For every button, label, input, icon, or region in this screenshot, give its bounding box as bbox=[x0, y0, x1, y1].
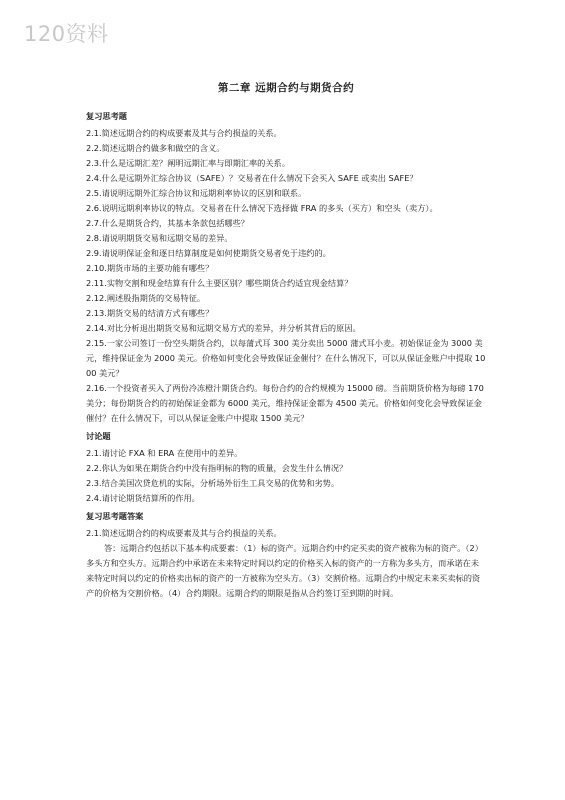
review-item: 2.5.请说明远期外汇综合协议和远期利率协议的区别和联系。 bbox=[86, 188, 307, 198]
review-item: 2.7.什么是期货合约，其基本条款包括哪些？ bbox=[86, 218, 249, 228]
review-item: 2.8.请说明期货交易和远期交易的差异。 bbox=[86, 233, 233, 243]
discussion-list bbox=[86, 446, 486, 506]
review-item: 2.16.一个投资者买入了两份冷冻橙汁期货合约。每份合约的合约规模为 15000 磅。当前期货价格为每磅 170 美分；每份期货合约的初始保证金都为 6000 美元，维持保证金都为 4500 美元。价格如何变化会导致保证金催付？在什么情况下，可以从保证金账户中提取 1500 美元？ bbox=[86, 383, 484, 423]
review-item: 2.11.实物交割和现金结算有什么主要区别？哪些期货合约适宜现金结算？ bbox=[86, 278, 353, 288]
discussion-item: 2.2.你认为如果在期货合约中没有指明标的物的质量，会发生什么情况？ bbox=[86, 463, 348, 473]
review-item: 2.15.一家公司签订一份空头期货合约，以每蒲式耳 300 美分卖出 5000 蒲式耳小麦。初始保证金为 3000 美元，维持保证金为 2000 美元。价格如何变化会导致保证金催付？在什么情况下，可以从保证金账户中提取 1000 美元？ bbox=[86, 338, 486, 378]
review-item: 2.1.简述远期合约的构成要素及其与合约损益的关系。 bbox=[86, 128, 282, 138]
review-item: 2.2.简述远期合约做多和做空的含义。 bbox=[86, 143, 225, 153]
review-item: 2.12.阐述股指期货的交易特征。 bbox=[86, 293, 206, 303]
review-item: 2.3.什么是远期汇差？阐明远期汇率与即期汇率的关系。 bbox=[86, 158, 290, 168]
review-heading: 复习思考题 bbox=[86, 111, 127, 121]
review-item: 2.13.期货交易的结清方式有哪些？ bbox=[86, 308, 214, 318]
review-list bbox=[86, 126, 486, 426]
review-item: 2.14.对比分析退出期货交易和远期交易方式的差异，并分析其背后的原因。 bbox=[86, 323, 361, 333]
review-item: 2.9.请说明保证金和逐日结算制度是如何使期货交易者免于违约的。 bbox=[86, 248, 331, 258]
answer-text: 答：远期合约包括以下基本构成要素：（1）标的资产。远期合约中约定买卖的资产被称为标的资产。（2）多头方和空头方。远期合约中承诺在未来特定时间以约定的价格买入标的资产的一方称为多头方，而承诺在未来特定时间以约定的价格卖出标的资产的一方被称为空头方。（3）交割价格。远期合约中规定未来买卖标的资产的价格为交割价格。（4）合约期限。远期合约的期限是指从合约签订至到期的时间。 bbox=[86, 543, 483, 598]
document-page bbox=[86, 80, 486, 601]
discussion-item: 2.4.请讨论期货结算所的作用。 bbox=[86, 493, 200, 503]
review-item: 2.4.什么是远期外汇综合协议（SAFE）？交易者在什么情况下会买入 SAFE 或卖出 SAFE？ bbox=[86, 173, 418, 183]
discussion-item: 2.3.结合美国次贷危机的实际，分析场外衍生工具交易的优势和劣势。 bbox=[86, 478, 340, 488]
discussion-heading: 讨论题 bbox=[86, 431, 111, 441]
answers-heading: 复习思考题答案 bbox=[86, 511, 144, 521]
watermark: 120资料 bbox=[24, 22, 109, 46]
review-item: 2.6.说明远期利率协议的特点。交易者在什么情况下选择做 FRA 的多头（买方）和空头（卖方）。 bbox=[86, 203, 438, 213]
review-item: 2.10.期货市场的主要功能有哪些？ bbox=[86, 263, 214, 273]
answer-question: 2.1.简述远期合约的构成要素及其与合约损益的关系。 bbox=[86, 528, 282, 538]
chapter-title: 第二章 远期合约与期货合约 bbox=[217, 82, 355, 94]
discussion-item: 2.1.请讨论 FXA 和 ERA 在使用中的差异。 bbox=[86, 448, 243, 458]
